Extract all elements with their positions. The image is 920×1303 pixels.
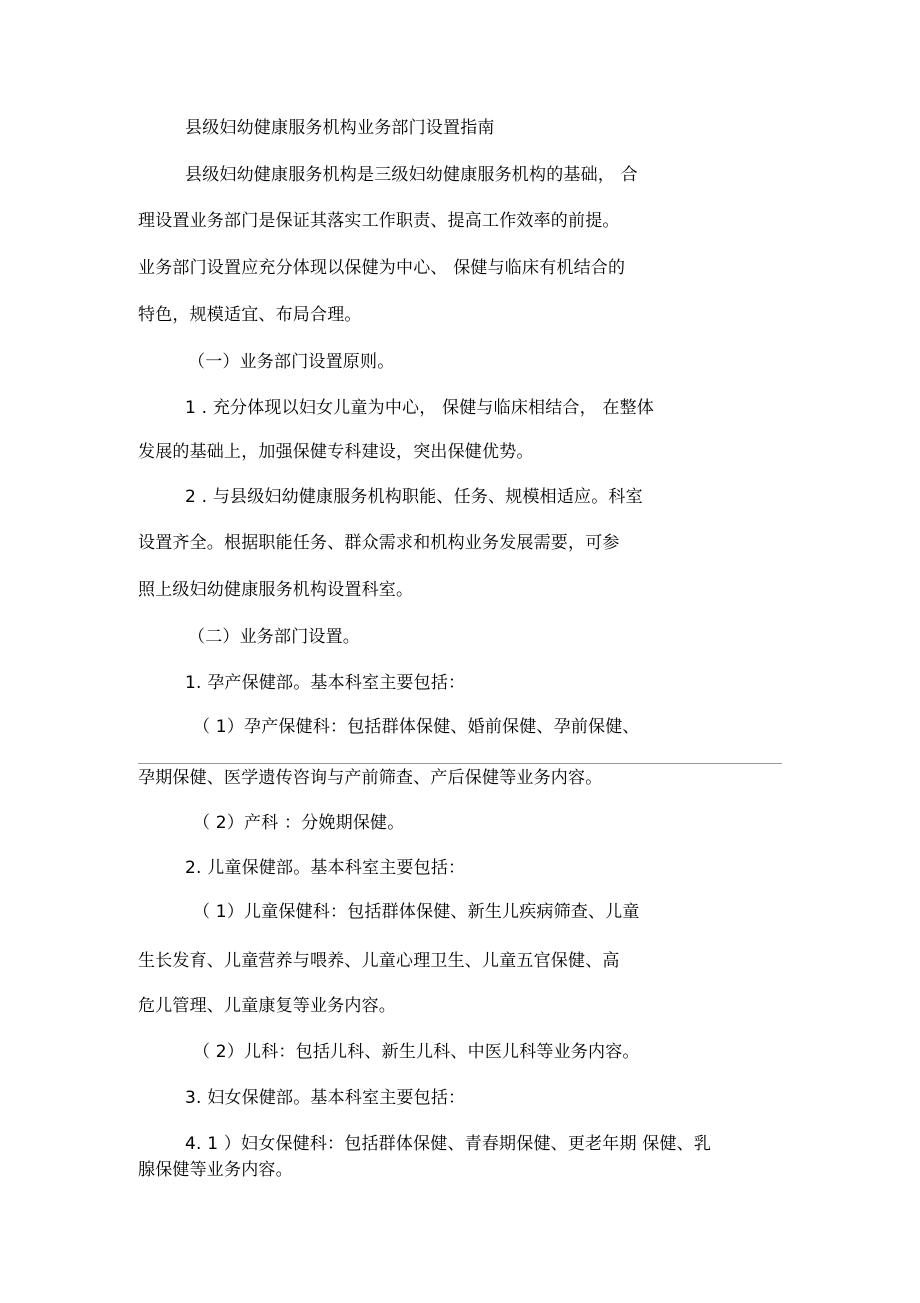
principle-1-line-2: 发展的基础上，加强保健专科建设，突出保健优势。 [138,442,534,462]
principle-2-line-1: 2 . 与县级妇幼健康服务机构职能、任务、规模相适应。科室 [185,487,643,507]
dept-1-heading: 1. 孕产保健部。基本科室主要包括： [185,673,466,693]
intro-line-1: 县级妇幼健康服务机构是三级妇幼健康服务机构的基础， 合 [185,165,638,185]
intro-line-3: 业务部门设置应充分体现以保健为中心、 保健与临床有机结合的 [138,258,626,278]
dept-2-sub-2: （ 2）儿科：包括儿科、新生儿科、中医儿科等业务内容。 [193,1042,640,1062]
dept-3-sub-1-line-1: 4. 1 ）妇女保健科：包括群体保健、青春期保健、更老年期 保健、乳 [185,1134,712,1154]
dept-1-sub-1-line-2: 孕期保健、医学遗传咨询与产前筛查、产后保健等业务内容。 [138,768,603,788]
dept-2-sub-1-line-1: （ 1）儿童保健科：包括群体保健、新生儿疾病筛查、儿童 [193,902,640,922]
principle-2-line-2: 设置齐全。根据职能任务、群众需求和机构业务发展需要，可参 [138,533,620,553]
document-title: 县级妇幼健康服务机构业务部门设置指南 [185,118,495,138]
horizontal-rule [138,763,782,764]
dept-2-sub-1-line-3: 危儿管理、儿童康复等业务内容。 [138,996,396,1016]
dept-1-sub-2: （ 2）产科 ：分娩期保健。 [193,813,405,833]
dept-2-heading: 2. 儿童保健部。基本科室主要包括： [185,858,466,878]
dept-2-sub-1-line-2: 生长发育、儿童营养与喂养、儿童心理卫生、儿童五官保健、高 [138,951,620,971]
principle-1-line-1: 1 . 充分体现以妇女儿童为中心， 保健与临床相结合， 在整体 [185,398,655,418]
intro-line-2: 理设置业务部门是保证其落实工作职责、提高工作效率的前提。 [138,211,620,231]
principle-2-line-3: 照上级妇幼健康服务机构设置科室。 [138,580,414,600]
intro-line-4: 特色，规模适宜、布局合理。 [138,305,362,325]
section-heading-departments: （二）业务部门设置。 [188,627,360,647]
dept-3-sub-1-line-2: 腺保健等业务内容。 [138,1160,293,1180]
section-heading-principles: （一）业务部门设置原则。 [188,352,395,372]
dept-1-sub-1-line-1: （ 1）孕产保健科：包括群体保健、婚前保健、孕前保健、 [193,717,640,737]
dept-3-heading: 3. 妇女保健部。基本科室主要包括： [185,1088,466,1108]
